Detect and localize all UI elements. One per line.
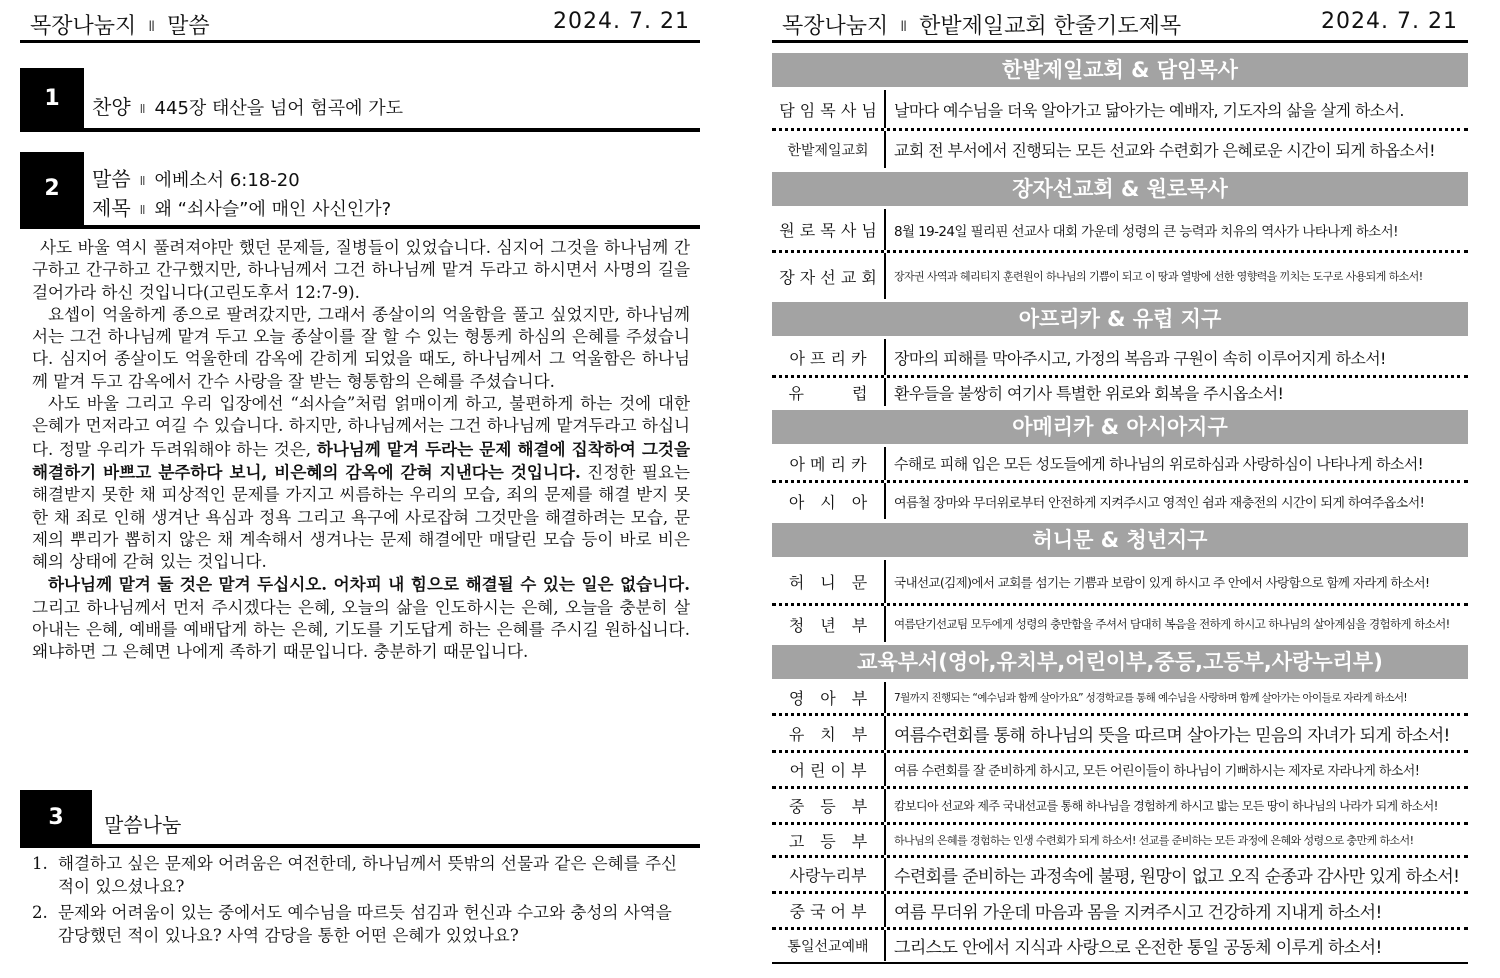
sharing-label: 말씀나눔	[104, 813, 182, 837]
sermon-title-line: 제목 Ⅱ 왜 “쇠사슬”에 매인 사신인가?	[92, 196, 392, 220]
prayer-row	[772, 483, 1468, 519]
page-header	[772, 4, 1468, 43]
question-list	[32, 852, 692, 950]
row-text: 장마의 피해를 막아주시고, 가정의 복음과 구원이 속히 이루어지게 하소서!	[894, 348, 1386, 368]
row-text: 수련회를 준비하는 과정속에 불평, 원망이 없고 오직 순종과 감사만 있게 하소서!	[894, 867, 1460, 887]
paragraph: 사도 바울 역시 풀려져야만 했던 문제들, 질병들이 있었습니다. 심지어 그것을 하나님께 간구하고 간구하고 간구했지만, 하나님께서 그건 하나님께 맡겨 두라고 하시면서 사명의 길을 걸어가라 하신 것입니다(고린도후서 12:7-9).	[32, 238, 690, 302]
row-text: 8월 19-24일 필리핀 선교사 대회 가운데 성령의 큰 능력과 치유의 역사가 나타나게 하소서!	[894, 223, 1398, 240]
category-header: 아프리카 & 유럽 지구	[772, 302, 1468, 336]
prayer-row	[772, 858, 1468, 894]
row-label: 중 등 부	[772, 789, 886, 822]
row-label: 담 임 목 사 님	[772, 90, 886, 128]
category-header: 교육부서(영아,유치부,어린이부,중등,고등부,사랑누리부)	[772, 645, 1468, 679]
paragraph: 하나님께 맡겨 둘 것은 맡겨 두십시오. 어차피 내 힘으로 해결될 수 있는 일은 없습니다. 그리고 하나님께서 먼저 주시겠다는 은혜, 오늘의 삶을 인도하시는 은혜, 오늘을 충분히 살아내는 은혜, 예배를 예배답게 하는 은혜, 기도를 기도답게 하는 은혜를 주시길 원하십니다. 왜냐하면 그 은혜면 나에게 족하기 때문입니다. 충분하기 때문입니다.	[32, 574, 690, 662]
sermon-body	[32, 237, 690, 664]
row-text: 여름 수련회를 잘 준비하게 하시고, 모든 어린이들이 하나님이 기뻐하시는 제자로 자라나게 하소서!	[894, 764, 1420, 779]
row-label: 장 자 선 교 회	[772, 253, 886, 299]
prayer-row	[772, 789, 1468, 825]
row-label: 아 프 리 카	[772, 339, 886, 375]
prayer-row	[772, 447, 1468, 483]
prayer-row	[772, 209, 1468, 253]
header-title: 목장나눔지 Ⅱ 말씀	[30, 14, 210, 39]
bottom-rule	[772, 962, 1468, 964]
row-text: 수해로 피해 입은 모든 성도들에게 하나님의 위로하심과 사랑하심이 나타나게 하소서!	[894, 455, 1424, 473]
prayer-row	[772, 560, 1468, 606]
row-text: 여름 무더위 가운데 마음과 몸을 지켜주시고 건강하게 지내게 하소서!	[894, 903, 1382, 923]
prayer-row	[772, 378, 1468, 406]
prayer-row	[772, 716, 1468, 753]
paragraph: 요셉이 억울하게 종으로 팔려갔지만, 그래서 종살이의 억울함을 풀고 싶었지만, 하나님께서는 그건 하나님께 맡겨 두고 오늘 종살이를 잘 할 수 있는 형통케 하심의 은혜를 주셨습니다. 심지어 종살이도 억울한데 감옥에 갇히게 되었을 때도, 하나님께서 그 억울함은 하나님께 맡겨 두고 감옥에서 간수 사랑을 잘 받는 형통함의 은혜를 주셨습니다.	[32, 304, 690, 391]
section-number: 3	[20, 790, 92, 844]
row-label: 유 럽	[772, 378, 886, 406]
row-text: 장자권 사역과 헤리티지 훈련원이 하나님의 기쁨이 되고 이 땅과 열방에 선한 영향력을 끼치는 도구로 사용되게 하소서!	[894, 270, 1423, 283]
scripture-line: 말씀 Ⅱ 에베소서 6:18-20	[92, 167, 300, 191]
row-label: 한밭제일교회	[772, 131, 886, 168]
row-label: 아 시 아	[772, 483, 886, 519]
section-hymn	[20, 68, 700, 132]
header-date: 2024. 7. 21	[553, 9, 690, 34]
prayer-row	[772, 682, 1468, 716]
row-text: 그리스도 안에서 지식과 사랑으로 온전한 통일 공동체 이루게 하소서!	[894, 938, 1382, 958]
question-item: 1. 해결하고 싶은 문제와 어려움은 여전한데, 하나님께서 뜻밖의 선물과 같은 은혜를 주신 적이 있으셨나요?	[32, 854, 678, 896]
row-label: 통일선교예배	[772, 930, 886, 961]
row-label: 어 린 이 부	[772, 753, 886, 786]
question-item: 2. 문제와 어려움이 있는 중에서도 예수님을 따르듯 섬김과 헌신과 수고와 충성의 사역을 감당했던 적이 있나요? 사역 감당을 통한 어떤 은혜가 있었나요?	[32, 903, 672, 945]
category-header: 장자선교회 & 원로목사	[772, 172, 1468, 206]
row-text: 캄보디아 선교와 제주 국내선교를 통해 하나님을 경험하게 하시고 밟는 모든 땅이 하나님의 나라가 되게 하소서!	[894, 799, 1438, 813]
header-date: 2024. 7. 21	[1321, 9, 1458, 34]
section-sharing	[20, 790, 700, 848]
section-number: 2	[20, 152, 84, 225]
prayer-row	[772, 825, 1468, 858]
row-label: 영 아 부	[772, 682, 886, 713]
section-sermon	[20, 152, 700, 229]
prayer-row	[772, 90, 1468, 131]
row-text: 여름단기선교팀 모두에게 성령의 충만함을 주셔서 담대히 복음을 전하게 하시고 하나님의 살아계심을 경험하게 하소서!	[894, 617, 1450, 631]
row-text: 교회 전 부서에서 진행되는 모든 선교와 수련회가 은혜로운 시간이 되게 하옵소서!	[894, 141, 1435, 160]
section-number: 1	[20, 68, 84, 128]
prayer-row	[772, 606, 1468, 642]
page-header	[20, 4, 700, 43]
header-title: 목장나눔지 Ⅱ 한밭제일교회 한줄기도제목	[782, 14, 1182, 39]
prayer-row	[772, 930, 1468, 961]
row-text: 여름수련회를 통해 하나님의 뜻을 따르며 살아가는 믿음의 자녀가 되게 하소서!	[894, 725, 1450, 746]
row-label: 고 등 부	[772, 825, 886, 855]
paragraph: 사도 바울 그리고 우리 입장에선 “쇠사슬”처럼 얽매이게 하고, 불편하게 하는 것에 대한 은혜가 먼저라고 여길 수 있습니다. 하지만, 하나님께서는 그건 하나님께 맡겨두라고 하십니다. 정말 우리가 두려워해야 하는 것은, 하나님께 맡겨 두라는 문제 해결에 집착하여 그것을 해결하기 바쁘고 분주하다 보니, 비은혜의 감옥에 갇혀 지낸다는 것입니다. 진정한 필요는 해결받지 못한 채 피상적인 문제를 가지고 씨름하는 우리의 모습, 죄의 문제를 해결 받지 못한 채 죄로 인해 생겨난 욕심과 정욕 그리고 욕구에 사로잡혀 그것만을 해결하려는 모습, 문제의 뿌리가 뽑히지 않은 채 계속해서 생겨나는 문제 해결에만 매달린 모습 등이 바로 비은혜의 상태에 갇혀 있는 것입니다.	[32, 394, 691, 572]
row-label: 아 메 리 카	[772, 447, 886, 480]
row-label: 유 치 부	[772, 716, 886, 750]
row-label: 청 년 부	[772, 606, 886, 642]
prayer-page	[760, 0, 1500, 978]
row-text: 환우들을 불쌍히 여기사 특별한 위로와 회복을 주시옵소서!	[894, 383, 1284, 403]
prayer-row	[772, 894, 1468, 930]
category-header: 한밭제일교회 & 담임목사	[772, 53, 1468, 87]
row-text: 날마다 예수님을 더욱 알아가고 닮아가는 예배자, 기도자의 삶을 살게 하소서.	[894, 100, 1404, 120]
row-label: 중 국 어 부	[772, 894, 886, 927]
prayer-row	[772, 253, 1468, 299]
category-header: 허니문 & 청년지구	[772, 523, 1468, 557]
row-text: 여름철 장마와 무더위로부터 안전하게 지켜주시고 영적인 쉼과 재충전의 시간이 되게 하여주옵소서!	[894, 495, 1425, 511]
hymn-line: 찬양 Ⅱ 445장 태산을 넘어 험곡에 가도	[92, 95, 404, 119]
prayer-row	[772, 131, 1468, 168]
prayer-row	[772, 753, 1468, 789]
row-text: 7월까지 진행되는 “예수님과 함께 살아가요” 성경학교를 통해 예수님을 사랑하며 함께 살아가는 아이들로 자라게 하소서!	[894, 692, 1408, 704]
category-header: 아메리카 & 아시아지구	[772, 410, 1468, 444]
row-label: 허 니 문	[772, 560, 886, 603]
row-text: 국내선교(김제)에서 교회를 섬기는 기쁨과 보람이 있게 하시고 주 안에서 사랑함으로 함께 자라게 하소서!	[894, 574, 1430, 590]
row-text: 하나님의 은혜를 경험하는 인생 수련회가 되게 하소서! 선교를 준비하는 모든 과정에 은혜와 성령으로 충만케 하소서!	[894, 834, 1414, 847]
prayer-row	[772, 339, 1468, 378]
row-label: 원 로 목 사 님	[772, 209, 886, 250]
row-label: 사랑누리부	[772, 858, 886, 891]
